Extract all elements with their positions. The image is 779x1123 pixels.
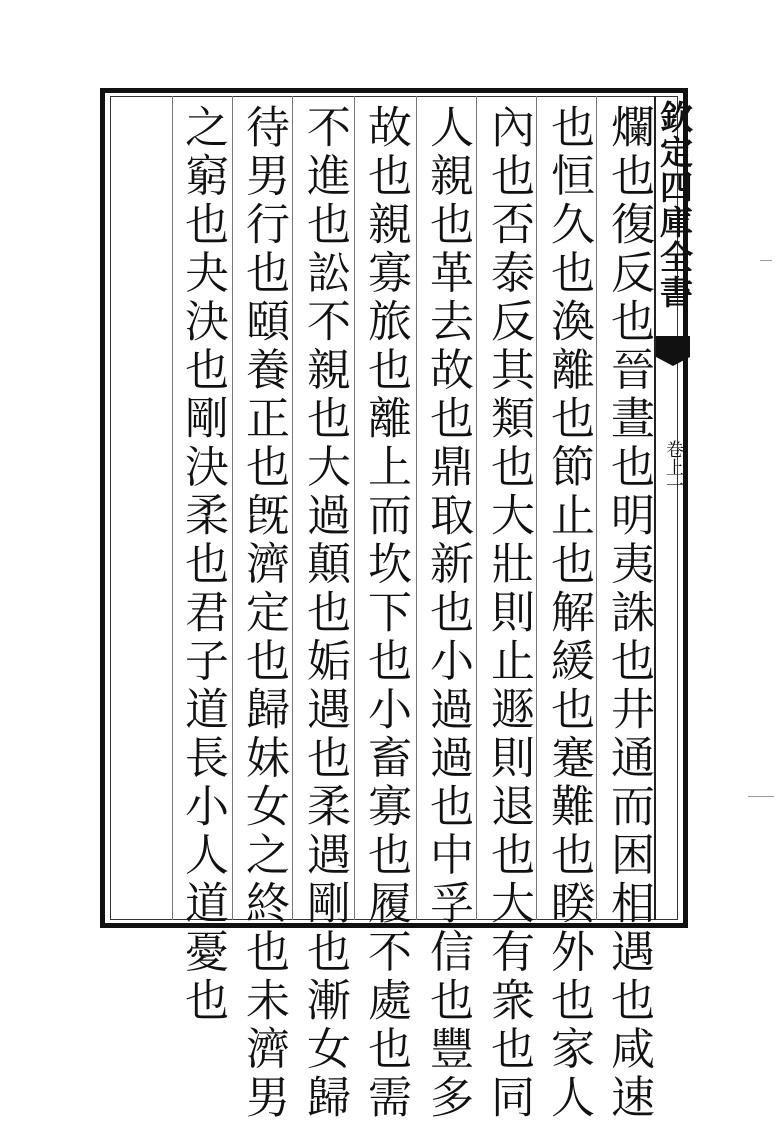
text-column-7: 待男行也頤養正也旣濟定也歸妹女之終也未濟男: [238, 104, 289, 1123]
page-edge-mark: [760, 260, 772, 261]
text-column-4: 人親也革去故也鼎取新也小過過也中孚信也豐多: [422, 104, 473, 1123]
text-column-6: 不進也訟不親也大過顛也姤遇也柔遇剛也漸女歸: [299, 104, 350, 1123]
text-column-2: 也恒久也渙離也節止也解緩也蹇難也睽外也家人: [543, 104, 594, 1123]
banxin-volume-label: 卷上一: [663, 440, 684, 494]
text-column-3: 內也否泰反其類也大壯則止遯則退也大有衆也同: [483, 104, 534, 1123]
page-edge-mark: [748, 796, 774, 797]
banxin-book-title: 欽定四庫全書: [655, 100, 694, 310]
text-column-8: 之窮也夬決也剛決柔也君子道長小人道憂也: [177, 104, 228, 1026]
text-column-1: 爛也復反也晉晝也明夷誅也井通而困相遇也咸速: [603, 104, 654, 1123]
text-column-5: 故也親寡旅也離上而坎下也小畜寡也履不處也需: [360, 104, 411, 1123]
